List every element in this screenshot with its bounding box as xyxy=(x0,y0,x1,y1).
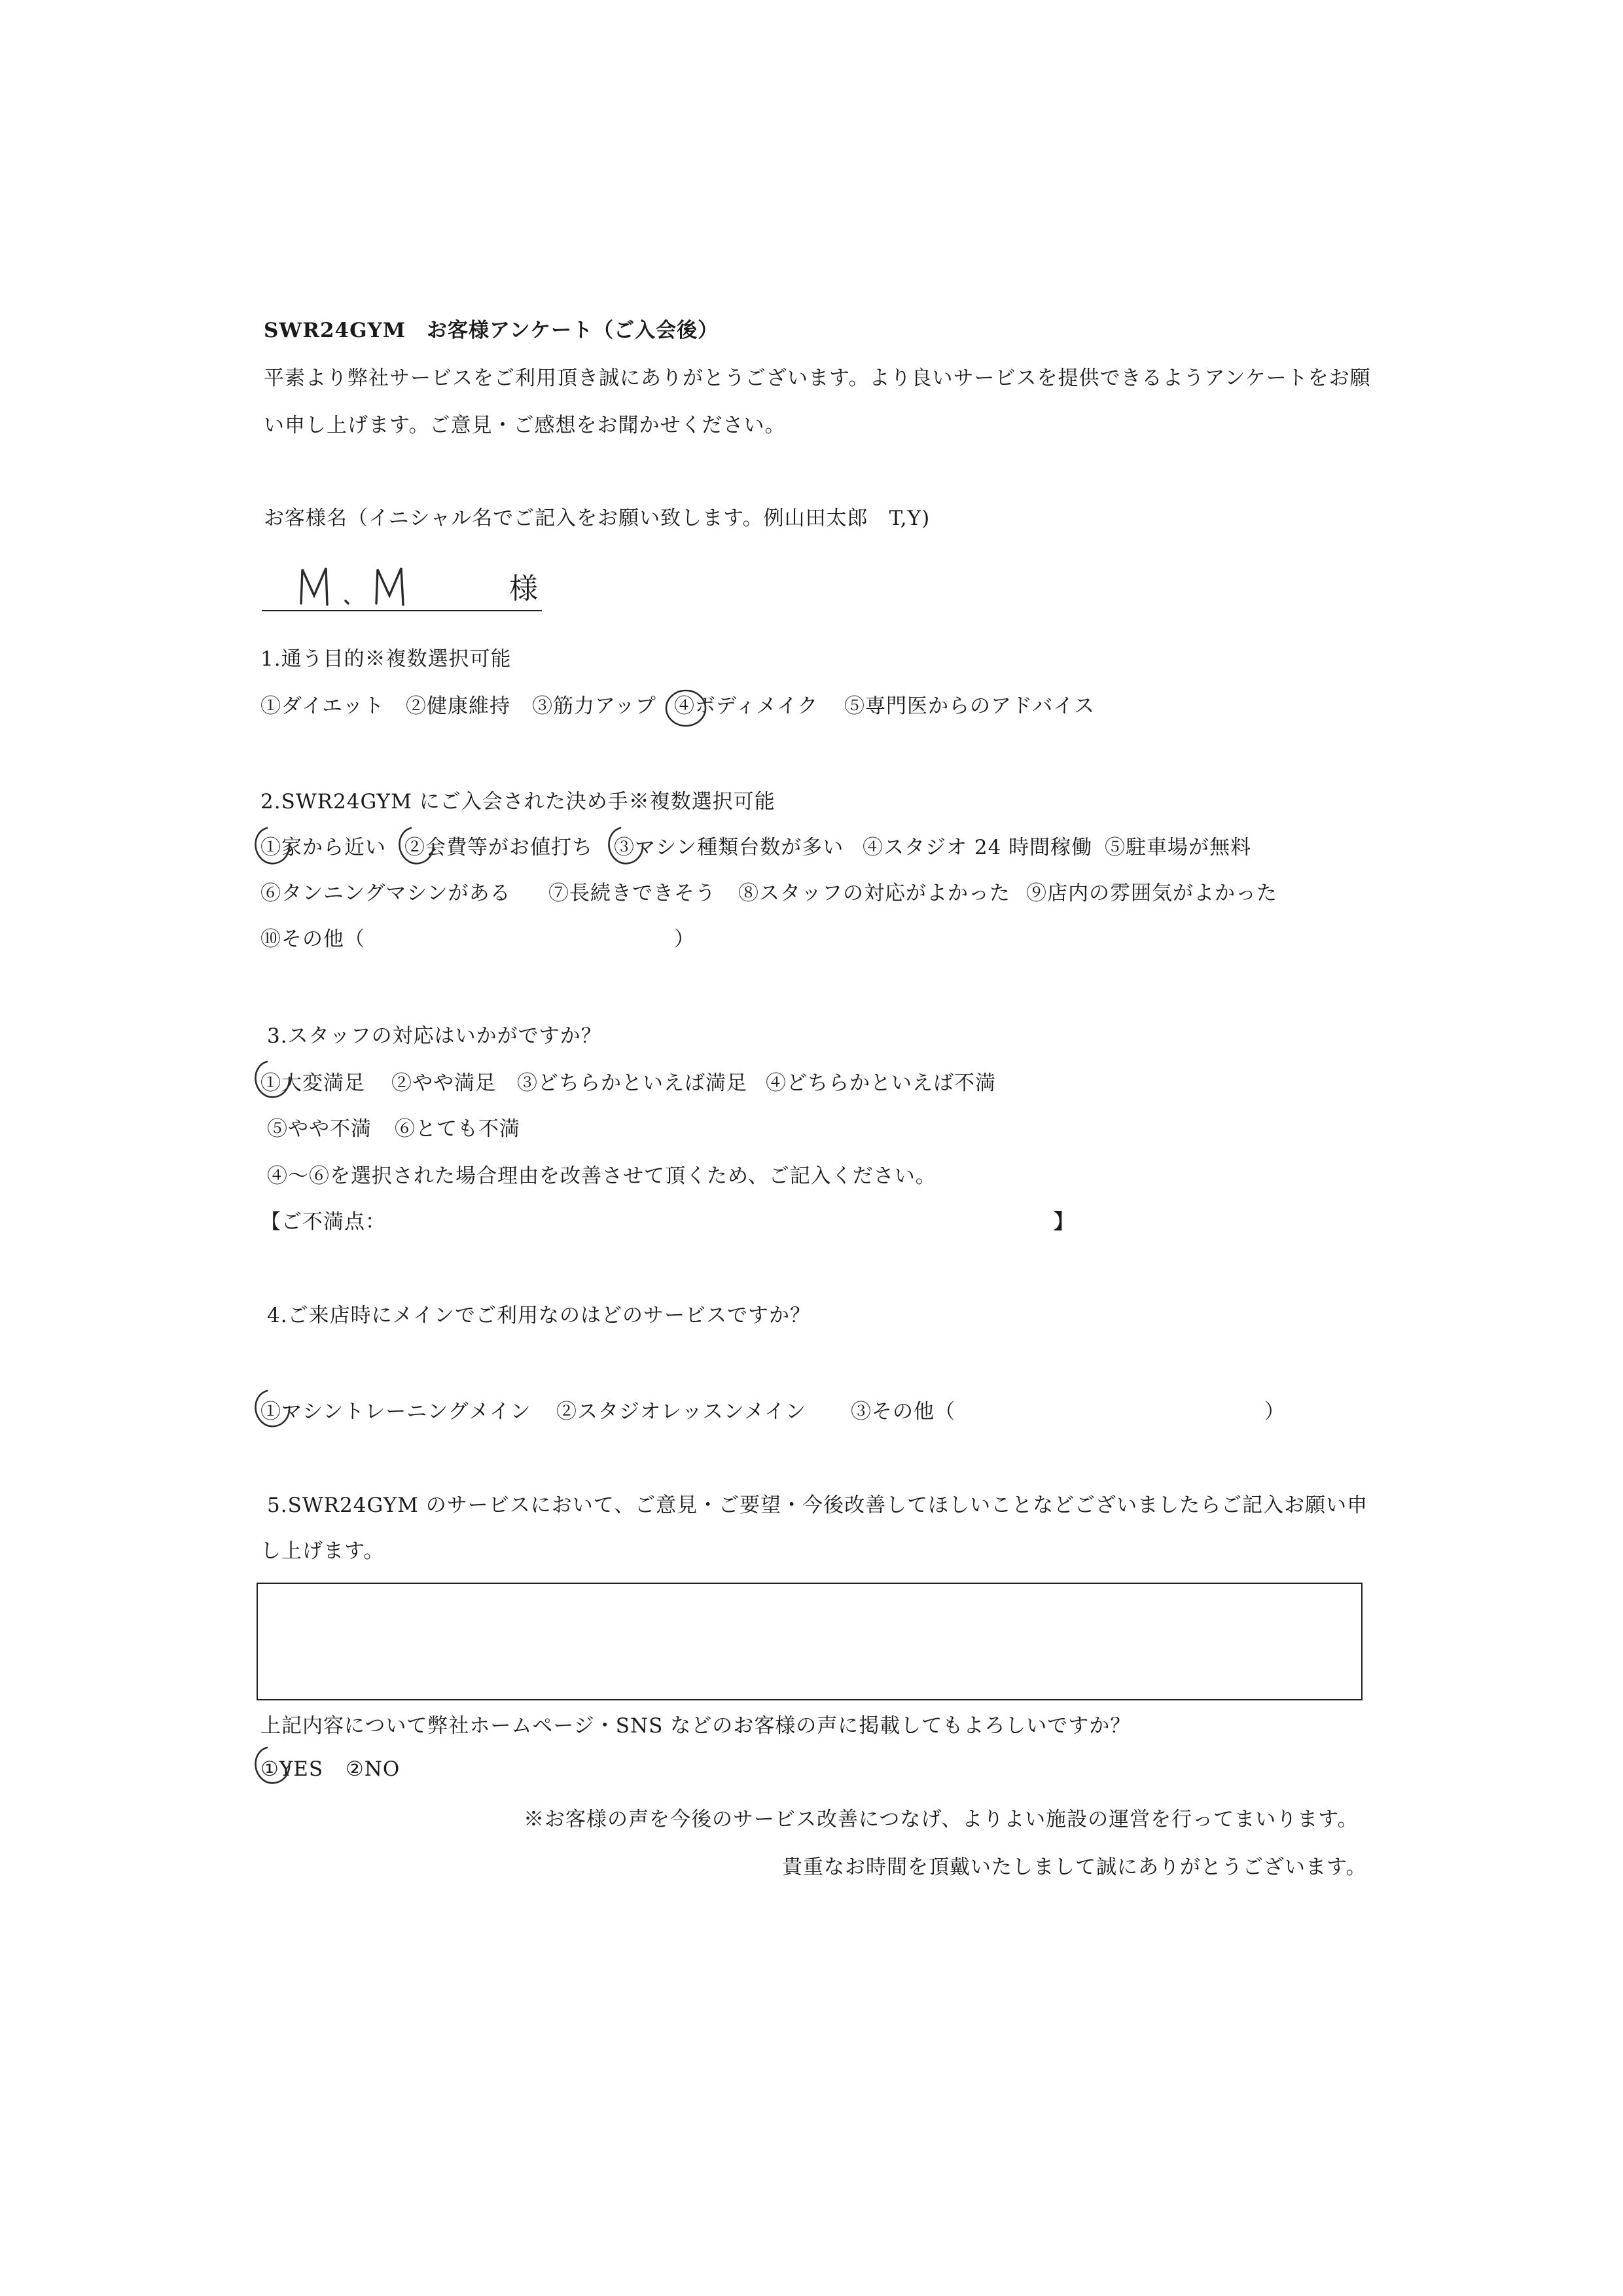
q5-answer-box[interactable] xyxy=(257,1583,1363,1700)
q5-question-line-2: し上げます。 xyxy=(260,1539,385,1563)
q3-option-5[interactable]: ⑤やや不満 xyxy=(267,1117,372,1141)
q2-option-2[interactable]: ②会費等がお値打ち xyxy=(404,836,593,859)
q2-option-6[interactable]: ⑥タンニングマシンがある xyxy=(260,882,511,905)
intro-line-2: い申し上げます。ご意見・ご感想をお聞かせください。 xyxy=(264,414,786,437)
q2-option-10[interactable]: ⑩その他（ xyxy=(260,927,365,951)
q3-complaint-label[interactable]: 【ご不満点： xyxy=(260,1210,386,1234)
q3-selection-circle xyxy=(247,1055,300,1107)
q2-option-5[interactable]: ⑤駐車場が無料 xyxy=(1105,836,1251,859)
q1-option-4[interactable]: ④ボディメイク xyxy=(674,694,819,718)
consent-option-no[interactable]: ②NO xyxy=(346,1757,401,1781)
q4-option-1[interactable]: ①マシントレーニングメイン xyxy=(260,1400,531,1424)
q1-option-5[interactable]: ⑤専門医からのアドバイス xyxy=(844,694,1096,718)
survey-title: SWR24GYM お客様アンケート（ご入会後） xyxy=(264,319,719,342)
q3-option-1[interactable]: ①大変満足 xyxy=(260,1071,365,1095)
footer-line-1: ※お客様の声を今後のサービス改善につなげ、よりよい施設の運営を行ってまいります。 xyxy=(524,1808,1359,1831)
q3-question: 3.スタッフの対応はいかがですか？ xyxy=(267,1024,602,1048)
q4-selection-circle xyxy=(247,1384,300,1437)
q3-note: ④～⑥を選択された場合理由を改善させて頂くため、ご記入ください。 xyxy=(267,1164,936,1188)
intro-line-1: 平素より弊社サービスをご利用頂き誠にありがとうございます。より良いサービスを提供できるようアンケートをお願 xyxy=(264,367,1371,390)
q2-option-8[interactable]: ⑧スタッフの対応がよかった xyxy=(738,882,1010,905)
q2-selection-circle-3 xyxy=(601,821,653,874)
q4-option-2[interactable]: ②スタジオレッスンメイン xyxy=(556,1400,807,1424)
q2-selection-circle-2 xyxy=(391,821,444,874)
q2-option-7[interactable]: ⑦長続きできそう xyxy=(548,882,716,905)
footer-line-2: 貴重なお時間を頂戴いたしまして誠にありがとうございます。 xyxy=(782,1856,1367,1879)
q2-option-4[interactable]: ④スタジオ 24 時間稼働 xyxy=(863,836,1093,859)
q1-question: 1.通う目的※複数選択可能 xyxy=(260,647,512,671)
q5-answer-text xyxy=(258,1584,1361,1600)
q1-selection-circle xyxy=(661,681,713,733)
consent-question: 上記内容について弊社ホームページ・SNS などのお客様の声に掲載してもよろしいですか？ xyxy=(260,1714,1132,1738)
q3-option-6[interactable]: ⑥とても不満 xyxy=(395,1117,520,1141)
q1-option-1[interactable]: ①ダイエット xyxy=(260,694,385,718)
customer-name-label: お客様名（イニシャル名でご記入をお願い致します。例山田太郎 T,Y) xyxy=(264,507,931,530)
q3-option-2[interactable]: ②やや満足 xyxy=(391,1071,496,1095)
q4-option-3[interactable]: ③その他（ xyxy=(851,1400,955,1424)
customer-honorific[interactable]: 様 xyxy=(509,572,539,605)
consent-selection-circle xyxy=(247,1741,300,1793)
q2-option-3[interactable]: ③マシン種類台数が多い xyxy=(614,836,844,859)
q3-complaint-close: 】 xyxy=(1054,1210,1075,1234)
q2-question: 2.SWR24GYM にご入会された決め手※複数選択可能 xyxy=(260,790,776,814)
q5-question-line-1: 5.SWR24GYM のサービスにおいて、ご意見・ご要望・今後改善してほしいことなどございましたらご記入お願い申 xyxy=(267,1494,1368,1517)
customer-name-underline xyxy=(262,610,542,611)
q2-option-1[interactable]: ①家から近い xyxy=(260,836,386,859)
q3-option-3[interactable]: ③どちらかといえば満足 xyxy=(517,1071,747,1095)
q2-selection-circle-1 xyxy=(247,821,300,874)
q4-question: 4.ご来店時にメインでご利用なのはどのサービスですか？ xyxy=(267,1304,811,1327)
q2-other-close: ） xyxy=(674,927,695,951)
q1-option-2[interactable]: ②健康維持 xyxy=(406,694,510,718)
q3-option-4[interactable]: ④どちらかといえば不満 xyxy=(766,1071,996,1095)
customer-name-handwriting xyxy=(288,564,445,610)
q4-other-close: ） xyxy=(1264,1400,1285,1424)
q2-option-9[interactable]: ⑨店内の雰囲気がよかった xyxy=(1026,882,1277,905)
q1-option-3[interactable]: ③筋力アップ xyxy=(532,694,656,718)
consent-option-yes[interactable]: ①YES xyxy=(260,1757,324,1781)
